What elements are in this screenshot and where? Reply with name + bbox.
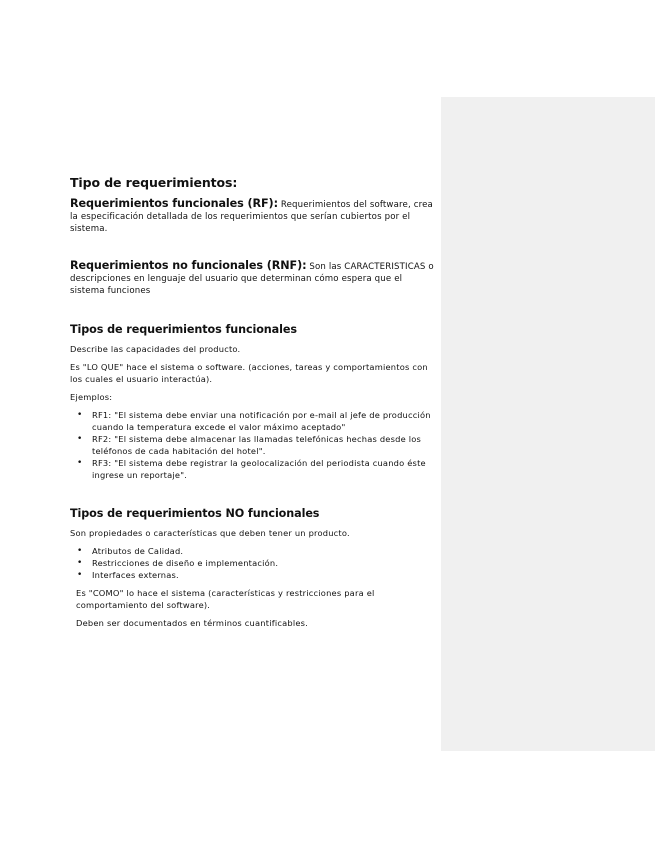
funcionales-p2: Es "LO QUE" hace el sistema o software. (acciones, tareas y comportamientos con los cuales el usuario interactúa). bbox=[70, 362, 428, 384]
no-funcionales-p2: Es "COMO" lo hace el sistema (características y restricciones para el comportamiento del software). bbox=[76, 588, 375, 610]
funcionales-p3: Ejemplos: bbox=[70, 392, 113, 402]
list-item: • RF3: "El sistema debe registrar la geolocalización del periodista cuando éste ingrese un reportaje". bbox=[92, 457, 436, 481]
comment-pane bbox=[441, 97, 655, 751]
funcionales-heading: Tipos de requerimientos funcionales bbox=[70, 323, 297, 336]
list-item: • Atributos de Calidad. bbox=[92, 545, 436, 557]
rf-paragraph bbox=[70, 198, 436, 235]
page-title: Tipo de requerimientos: bbox=[70, 175, 238, 190]
no-funcionales-p3: Deben ser documentados en términos cuantificables. bbox=[76, 618, 309, 628]
funcionales-p1: Describe las capacidades del producto. bbox=[70, 344, 241, 354]
list-item: • RF1: "El sistema debe enviar una notificación por e-mail al jefe de producción cuando la temperatura excede el valor máximo aceptado" bbox=[92, 409, 436, 433]
nfr-list bbox=[92, 545, 436, 581]
examples-list bbox=[92, 409, 436, 481]
no-funcionales-p1: Son propiedades o características que deben tener un producto. bbox=[70, 528, 350, 538]
document-body bbox=[70, 175, 436, 629]
no-funcionales-heading: Tipos de requerimientos NO funcionales bbox=[70, 507, 320, 520]
rf-text: Requerimientos del software, crea la especificación detallada de los requerimientos que serían cubiertos por el sistema. bbox=[70, 200, 433, 234]
rnf-term: Requerimientos no funcionales (RNF): bbox=[70, 259, 307, 272]
rnf-text: Son las CARACTERISTICAS o descripciones en lenguaje del usuario que determinan cómo espera que el sistema funciones bbox=[70, 262, 434, 296]
list-item: • RF2: "El sistema debe almacenar las llamadas telefónicas hechas desde los teléfonos de cada habitación del hotel". bbox=[92, 433, 436, 457]
rnf-paragraph bbox=[70, 260, 436, 297]
rf-term: Requerimientos funcionales (RF): bbox=[70, 197, 278, 210]
list-item: • Restricciones de diseño e implementación. bbox=[92, 557, 436, 569]
list-item: • Interfaces externas. bbox=[92, 569, 436, 581]
